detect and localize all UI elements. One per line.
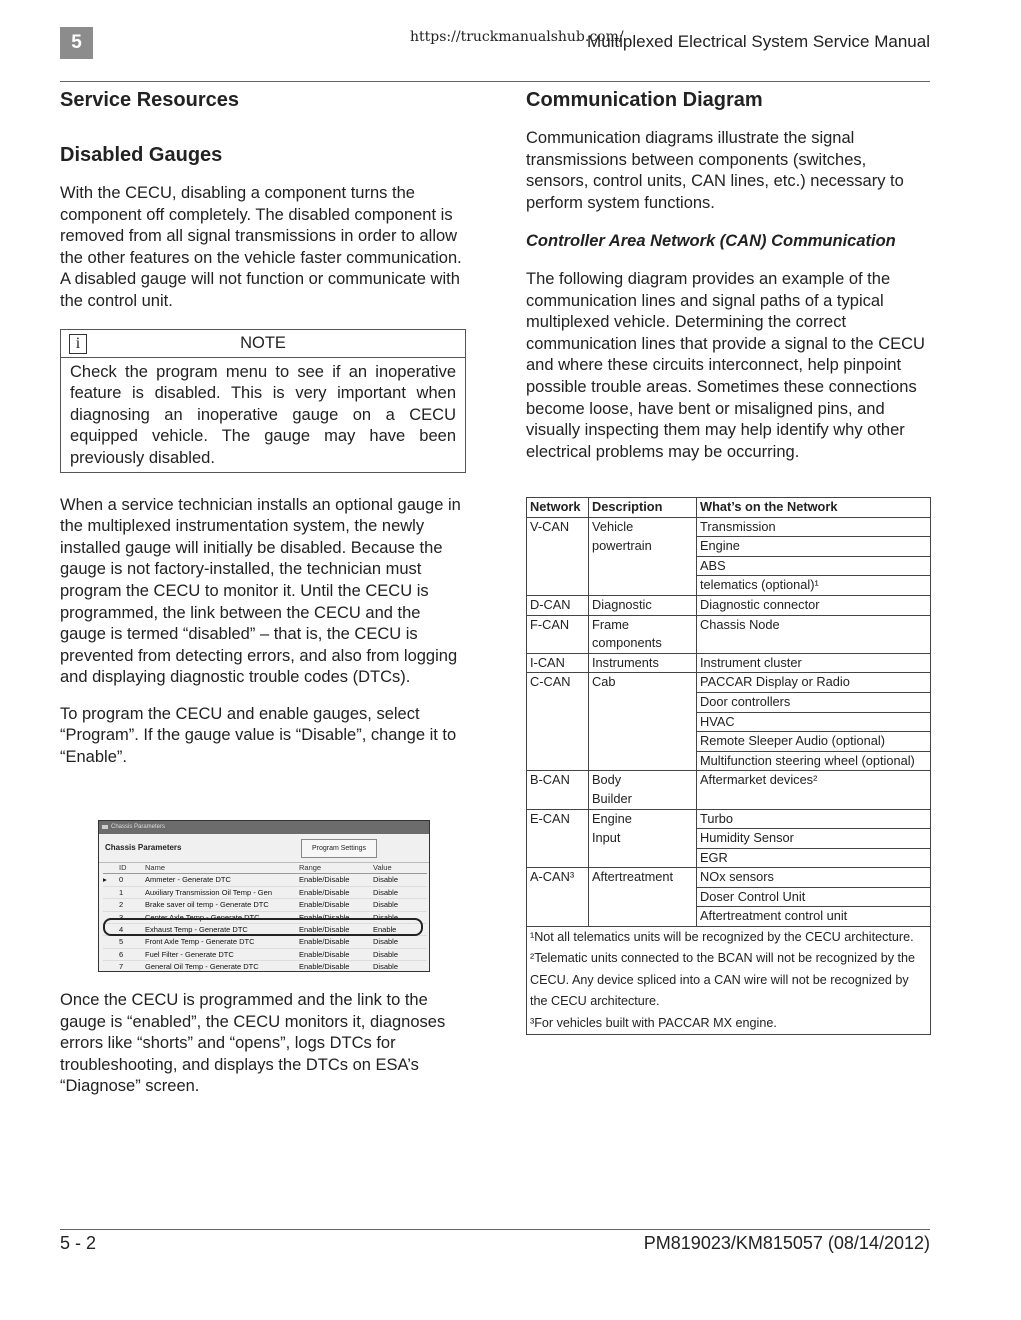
- parameter-name: Brake saver oil temp - Generate DTC: [145, 900, 269, 910]
- screenshot-header: [99, 834, 429, 863]
- left-column: [60, 86, 466, 769]
- network-item-cell: Turbo: [697, 809, 931, 829]
- can-table-row: [527, 556, 931, 576]
- network-cell: [527, 712, 589, 732]
- network-cell: A-CAN³: [527, 868, 589, 888]
- parameter-name: General Oil Temp - Generate DTC: [145, 962, 259, 972]
- description-cell: Instruments: [589, 653, 697, 673]
- network-item-cell: Aftermarket devices²: [697, 771, 931, 809]
- parameter-id: 7: [119, 962, 124, 972]
- network-item-cell: Multifunction steering wheel (optional): [697, 751, 931, 771]
- network-cell: [527, 692, 589, 712]
- right-column: [526, 86, 931, 463]
- paragraph-comm-diagrams: Communication diagrams illustrate the signal transmissions between components (switches, sensors, control units, CAN lines, etc.) necessary to perform system functions.: [526, 129, 904, 212]
- table-footnote-row: [527, 927, 931, 949]
- network-cell: [527, 576, 589, 596]
- network-cell: B-CAN: [527, 771, 589, 809]
- parameter-range: Enable/Disable: [299, 937, 350, 947]
- parameter-range: Enable/Disable: [299, 924, 350, 934]
- parameter-range: Enable/Disable: [299, 887, 350, 897]
- screenshot-panel-title: Chassis Parameters: [105, 843, 182, 852]
- network-item-cell: EGR: [697, 848, 931, 868]
- can-table-row: [527, 887, 931, 907]
- can-table-row: [527, 848, 931, 868]
- table-footnote: ³For vehicles built with PACCAR MX engine.: [527, 1013, 931, 1035]
- parameter-range: Enable/Disable: [299, 900, 350, 910]
- description-cell: [589, 848, 697, 868]
- network-cell: [527, 732, 589, 752]
- can-table-row: [527, 537, 931, 557]
- network-cell: [527, 848, 589, 868]
- parameter-range: Enable/Disable: [299, 912, 350, 922]
- description-cell: Input: [589, 829, 697, 849]
- can-table-row: [527, 692, 931, 712]
- parameter-value: Disable: [373, 900, 399, 910]
- description-cell: [589, 576, 697, 596]
- parameter-value: Enable: [373, 924, 397, 934]
- parameter-value: Disable: [373, 937, 399, 947]
- chassis-parameters-screenshot: [98, 820, 430, 972]
- can-table-row: [527, 712, 931, 732]
- description-cell: [589, 887, 697, 907]
- description-cell: [589, 692, 697, 712]
- parameter-value: Disable: [373, 949, 399, 959]
- left-column-bottom: [60, 990, 466, 1098]
- network-cell: D-CAN: [527, 595, 589, 615]
- description-cell: [589, 556, 697, 576]
- row-pointer-icon: ▸: [103, 875, 107, 885]
- network-cell: [527, 829, 589, 849]
- window-icon: [102, 825, 108, 829]
- parameter-range: Enable/Disable: [299, 962, 350, 972]
- table-footnote-row: [527, 1013, 931, 1035]
- note-box: [60, 329, 466, 473]
- network-item-cell: ABS: [697, 556, 931, 576]
- header-network: Network: [527, 498, 589, 518]
- note-title: NOTE: [240, 333, 286, 352]
- network-cell: [527, 537, 589, 557]
- description-cell: Aftertreatment: [589, 868, 697, 888]
- description-cell: Cab: [589, 673, 697, 693]
- col-id-header: ID: [119, 863, 127, 872]
- description-cell: Frame components: [589, 615, 697, 653]
- note-body: Check the program menu to see if an inoperative feature is disabled. This is very important when diagnosing an inoperative gauge on a CECU equipped vehicle. The gauge may have been previously disabled.: [70, 362, 456, 467]
- network-item-cell: Aftertreatment control unit: [697, 907, 931, 927]
- network-item-cell: PACCAR Display or Radio: [697, 673, 931, 693]
- heading-communication-diagram: Communication Diagram: [526, 89, 763, 111]
- heading-disabled-gauges: Disabled Gauges: [60, 144, 223, 166]
- network-item-cell: Doser Control Unit: [697, 887, 931, 907]
- can-table-row: [527, 868, 931, 888]
- parameter-range: Enable/Disable: [299, 875, 350, 885]
- can-table-row: [527, 595, 931, 615]
- network-item-cell: Transmission: [697, 517, 931, 537]
- can-table-row: [527, 615, 931, 653]
- page-number: 5 - 2: [60, 1233, 97, 1253]
- header-whats-on-network: What’s on the Network: [697, 498, 931, 518]
- network-cell: F-CAN: [527, 615, 589, 653]
- note-header: [61, 330, 465, 358]
- description-cell: [589, 712, 697, 732]
- col-name-header: Name: [145, 863, 166, 872]
- can-table-row: [527, 673, 931, 693]
- network-cell: C-CAN: [527, 673, 589, 693]
- can-table-row: [527, 517, 931, 537]
- description-cell: Body Builder: [589, 771, 697, 809]
- network-item-cell: Engine: [697, 537, 931, 557]
- network-item-cell: telematics (optional)¹: [697, 576, 931, 596]
- paragraph-programmed: Once the CECU is programmed and the link to the gauge is “enabled”, the CECU monitors it, diagnoses errors like “shorts” and “opens”, logs DTCs for troubleshooting, and displays the DTCs on ESA’s “Diagnose” screen.: [60, 991, 446, 1096]
- network-item-cell: HVAC: [697, 712, 931, 732]
- program-settings-button[interactable]: Program Settings: [301, 839, 377, 858]
- screenshot-titlebar: [99, 821, 429, 834]
- can-table-row: [527, 809, 931, 829]
- parameter-row[interactable]: [103, 887, 427, 899]
- description-cell: [589, 907, 697, 927]
- description-cell: powertrain: [589, 537, 697, 557]
- watermark-url: https://truckmanualshub.com/: [410, 29, 624, 45]
- can-table-row: [527, 653, 931, 673]
- col-range-header: Range: [299, 863, 322, 872]
- parameter-row[interactable]: [103, 961, 427, 972]
- screenshot-window-title: Chassis Parameters: [111, 824, 166, 830]
- paragraph-can-diagram: The following diagram provides an example of the communication lines and signal paths of a typical multiplexed vehicle. Determining the correct communication lines that provide a signal to the CECU and where these circuits interconnect, help pinpoint possible trouble areas. Sometimes these connections become loose, have bent or misaligned pins, and visually inspecting them may help identify why other electrical problems may be occurring.: [526, 269, 925, 461]
- parameter-id: 4: [119, 924, 124, 934]
- table-footnote-row: [527, 948, 931, 1013]
- network-item-cell: Remote Sleeper Audio (optional): [697, 732, 931, 752]
- highlight-oval: [103, 918, 423, 936]
- network-item-cell: NOx sensors: [697, 868, 931, 888]
- table-footnote: ²Telematic units connected to the BCAN will not be recognized by the CECU. Any device spliced into a CAN wire will not be recognized by the CECU architecture.: [527, 948, 931, 1013]
- parameter-row[interactable]: [103, 936, 427, 948]
- parameter-value: Disable: [373, 962, 399, 972]
- info-icon: i: [69, 334, 87, 354]
- parameter-value: Disable: [373, 912, 399, 922]
- can-network-table: [526, 497, 931, 1035]
- header-description: Description: [589, 498, 697, 518]
- document-id: PM819023/KM815057 (08/14/2012): [643, 1233, 930, 1253]
- network-item-cell: Chassis Node: [697, 615, 931, 653]
- col-value-header: Value: [373, 863, 392, 872]
- parameter-id: 3: [119, 912, 124, 922]
- network-item-cell: Instrument cluster: [697, 653, 931, 673]
- parameter-id: 6: [119, 949, 124, 959]
- parameter-id: 5: [119, 937, 124, 947]
- footer-rule: [60, 1229, 930, 1230]
- parameters-header-row: [103, 862, 427, 874]
- parameter-value: Disable: [373, 887, 399, 897]
- network-item-cell: Diagnostic connector: [697, 595, 931, 615]
- parameter-name: Front Axle Temp - Generate DTC: [145, 937, 255, 947]
- table-footnote: ¹Not all telematics units will be recognized by the CECU architecture.: [527, 927, 931, 949]
- can-table-row: [527, 751, 931, 771]
- can-table-row: [527, 771, 931, 809]
- network-cell: [527, 556, 589, 576]
- description-cell: Diagnostic: [589, 595, 697, 615]
- paragraph-disabling: With the CECU, disabling a component turns the component off completely. The disabled component is removed from all signal transmissions in order to allow the other features on the vehicle faster communication. A disabled gauge will not function or communicate with the control unit.: [60, 184, 462, 310]
- parameter-row[interactable]: [103, 899, 427, 911]
- parameter-name: Exhaust Temp - Generate DTC: [145, 924, 248, 934]
- running-title: Multiplexed Electrical System Service Manual: [587, 32, 930, 51]
- chapter-tab: 5: [60, 27, 93, 59]
- header-rule: [60, 81, 930, 82]
- can-table-row: [527, 907, 931, 927]
- network-cell: E-CAN: [527, 809, 589, 829]
- description-cell: Engine: [589, 809, 697, 829]
- parameter-id: 2: [119, 900, 124, 910]
- network-cell: I-CAN: [527, 653, 589, 673]
- description-cell: [589, 751, 697, 771]
- parameter-name: Ammeter - Generate DTC: [145, 875, 231, 885]
- network-item-cell: Door controllers: [697, 692, 931, 712]
- parameter-row[interactable]: [103, 949, 427, 961]
- parameter-id: 1: [119, 887, 124, 897]
- paragraph-program: To program the CECU and enable gauges, select “Program”. If the gauge value is “Disable”, change it to “Enable”.: [60, 704, 457, 767]
- description-cell: Vehicle: [589, 517, 697, 537]
- description-cell: [589, 732, 697, 752]
- can-table-row: [527, 829, 931, 849]
- network-cell: V-CAN: [527, 517, 589, 537]
- can-table-row: [527, 576, 931, 596]
- network-cell: [527, 887, 589, 907]
- parameter-name: Center Axle Temp - Generate DTC: [145, 912, 260, 922]
- can-table-row: [527, 732, 931, 752]
- parameter-name: Fuel Filter - Generate DTC: [145, 949, 234, 959]
- paragraph-optional-gauge: When a service technician installs an optional gauge in the multiplexed instrumentation system, the newly installed gauge will initially be disabled. Because the gauge is not factory-installed, the technician must program the CECU to monitor it. Until the CECU is programmed, the link between the CECU and the gauge is termed “disabled” – that is, the CECU is prevented from detecting errors, and also from logging and displaying diagnostic trouble codes (DTCs).: [60, 495, 461, 687]
- parameter-row[interactable]: [103, 874, 427, 886]
- parameter-range: Enable/Disable: [299, 949, 350, 959]
- network-cell: [527, 751, 589, 771]
- parameters-table: [103, 862, 427, 972]
- parameter-id: 0: [119, 875, 124, 885]
- heading-service-resources: Service Resources: [60, 89, 240, 111]
- parameter-name: Auxiliary Transmission Oil Temp - Gen: [145, 887, 272, 897]
- parameter-value: Disable: [373, 875, 399, 885]
- network-cell: [527, 907, 589, 927]
- can-table-header-row: [527, 498, 931, 518]
- heading-can-communication: Controller Area Network (CAN) Communication: [526, 232, 896, 251]
- network-item-cell: Humidity Sensor: [697, 829, 931, 849]
